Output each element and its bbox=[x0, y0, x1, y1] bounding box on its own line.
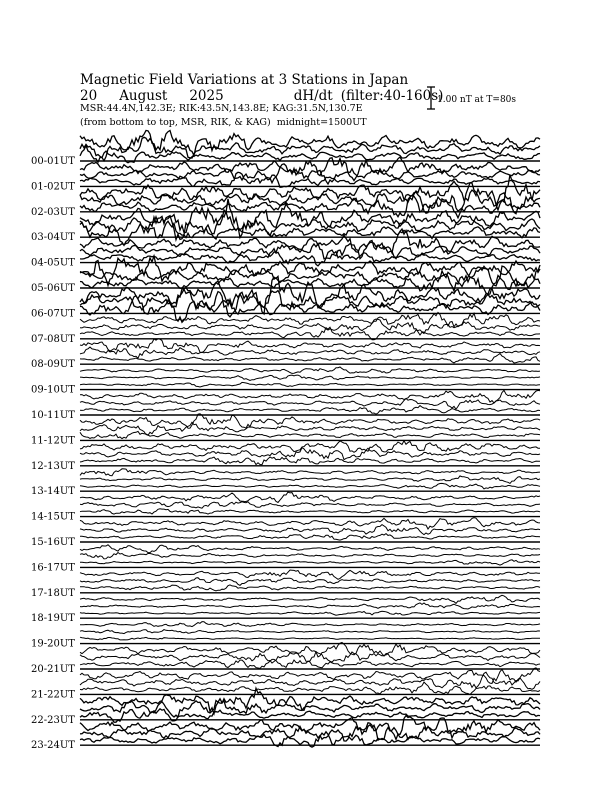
trace-rik bbox=[80, 399, 540, 410]
trace-msr bbox=[80, 585, 540, 591]
trace-msr bbox=[80, 406, 540, 415]
hour-label: 21-22UT bbox=[31, 689, 75, 701]
hour-label: 11-12UT bbox=[31, 435, 75, 447]
hour-label: 08-09UT bbox=[31, 359, 75, 371]
hour-label: 09-10UT bbox=[31, 384, 75, 396]
trace-kag bbox=[80, 570, 540, 579]
trace-msr bbox=[80, 534, 540, 541]
hour-label: 02-03UT bbox=[31, 206, 75, 218]
hour-label: 12-13UT bbox=[31, 460, 75, 472]
trace-msr bbox=[80, 483, 540, 489]
trace-msr bbox=[80, 353, 540, 363]
hour-label: 05-06UT bbox=[31, 283, 75, 294]
hour-label: 23-24UT bbox=[31, 740, 75, 752]
hour-label: 06-07UT bbox=[31, 308, 75, 320]
trace-kag bbox=[80, 668, 540, 684]
trace-rik bbox=[80, 652, 540, 663]
trace-rik bbox=[80, 422, 540, 435]
trace-kag bbox=[80, 175, 540, 210]
hour-label: 14-15UT bbox=[31, 511, 75, 523]
trace-rik bbox=[80, 603, 540, 609]
hour-label: 18-19UT bbox=[31, 613, 75, 625]
trace-kag bbox=[80, 367, 540, 373]
trace-kag bbox=[80, 643, 540, 657]
trace-rik bbox=[80, 212, 540, 240]
order-text: (from bottom to top, MSR, RIK, & KAG) bbox=[80, 117, 271, 128]
trace-kag bbox=[80, 622, 540, 627]
hour-label: 15-16UT bbox=[31, 537, 75, 548]
hour-label: 00-01UT bbox=[31, 156, 75, 167]
trace-rik bbox=[80, 630, 540, 634]
trace-kag bbox=[80, 545, 540, 553]
chart-title: Magnetic Field Variations at 3 Stations in Japan bbox=[80, 72, 409, 88]
hour-label: 20-21UT bbox=[31, 664, 75, 675]
trace-kag bbox=[80, 131, 540, 156]
trace-rik bbox=[80, 375, 540, 380]
trace-rik bbox=[80, 448, 540, 460]
hour-label: 17-18UT bbox=[31, 587, 75, 599]
hour-label: 16-17UT bbox=[31, 562, 75, 574]
trace-rik bbox=[80, 578, 540, 586]
hour-label: 19-20UT bbox=[31, 638, 75, 650]
trace-kag bbox=[80, 492, 540, 503]
trace-kag bbox=[80, 469, 540, 476]
trace-kag bbox=[80, 339, 540, 353]
date-day: 20 bbox=[80, 88, 98, 104]
trace-msr bbox=[80, 611, 540, 615]
scale-label: 1.00 nT at T=80s bbox=[437, 95, 517, 105]
trace-kag bbox=[80, 312, 540, 326]
trace-rik bbox=[80, 137, 540, 161]
hour-label: 03-04UT bbox=[31, 232, 75, 244]
trace-msr bbox=[80, 637, 540, 640]
trace-kag bbox=[80, 595, 540, 603]
hour-label: 22-23UT bbox=[31, 714, 75, 726]
filter-label: (filter:40-160s) bbox=[340, 88, 444, 104]
trace-msr bbox=[80, 431, 540, 438]
hour-rows bbox=[31, 131, 540, 752]
station-coordinates: MSR:44.4N,142.3E; RIK:43.5N,143.8E; KAG:31.5N,130.7E bbox=[80, 103, 363, 114]
trace-rik bbox=[80, 525, 540, 535]
trace-kag bbox=[80, 414, 540, 428]
trace-msr bbox=[80, 271, 540, 295]
date-year: 2025 bbox=[189, 88, 224, 104]
trace-rik bbox=[80, 553, 540, 559]
trace-msr bbox=[80, 327, 540, 340]
trace-rik bbox=[80, 476, 540, 484]
trace-rik bbox=[80, 502, 540, 508]
hour-label: 01-02UT bbox=[31, 181, 75, 193]
trace-msr bbox=[80, 560, 540, 565]
date-month: August bbox=[119, 88, 168, 104]
trace-msr bbox=[80, 457, 540, 465]
trace-msr bbox=[80, 509, 540, 514]
hour-label: 07-08UT bbox=[31, 333, 75, 345]
quantity-label: dH/dt bbox=[293, 88, 333, 104]
trace-msr bbox=[80, 382, 540, 387]
hour-label: 13-14UT bbox=[31, 486, 75, 498]
hour-label: 10-11UT bbox=[31, 410, 75, 421]
hour-label: 04-05UT bbox=[31, 257, 75, 269]
trace-rik bbox=[80, 347, 540, 358]
midnight-note: midnight=1500UT bbox=[276, 117, 367, 128]
